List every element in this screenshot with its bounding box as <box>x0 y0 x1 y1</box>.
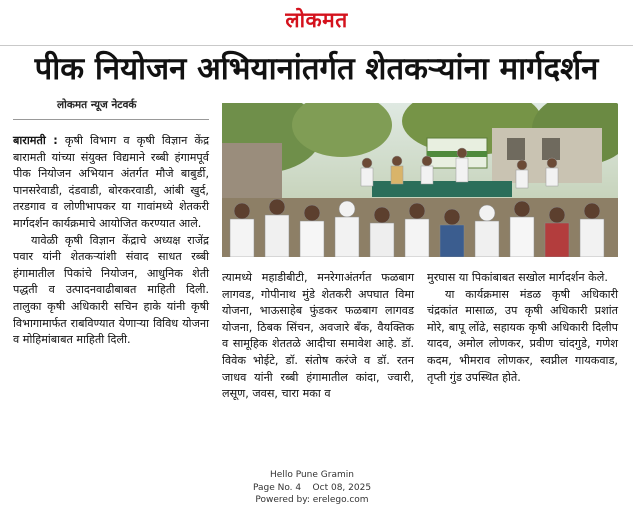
article-dateline: बारामती : <box>13 134 58 147</box>
masthead-divider <box>0 45 633 46</box>
article-column-2 <box>222 270 414 403</box>
article-paragraph-1 <box>13 133 209 233</box>
article-paragraph-1-text: कृषी विभाग व कृषी विज्ञान केंद्र बारामती यांच्या संयुक्त विद्यमाने रब्बी हंगामपूर्व पीक नियोजन अभियान अंतर्गत मौजे बाबुर्डी, पानसरेवाडी, दंडवाडी, बोरकरवाडी, आंबी खुर्द, तरडगाव व लोणीभापकर या गावांमध्ये शेतकरी मार्गदर्शन कार्यक्रमाचे आयोजित करण्यात आले. <box>13 134 210 230</box>
byline-divider <box>13 119 209 120</box>
masthead-logo: लोकमत <box>285 7 348 32</box>
footer-page-info: Page No. 4 Oct 08, 2025 <box>252 482 372 493</box>
article-column-3 <box>427 270 618 386</box>
article-headline: पीक नियोजन अभियानांतर्गत शेतकऱ्यांना मार्गदर्शन <box>34 51 599 87</box>
footer-edition: Hello Pune Gramin <box>270 470 354 480</box>
article-photo <box>222 103 618 257</box>
article-paragraph-5: या कार्यक्रमास मंडळ कृषी अधिकारी चंद्रकांत मासाळ, उप कृषी अधिकारी प्रशांत मोरे, बापू लोंढे, सहायक कृषी अधिकारी दिलीप यादव, अमोल लोणकर, प्रवीण चांदगुडे, गणेश कदम, भीमराव लोणकर, स्वप्नील गायकवाड, तृप्ती गुंड उपस्थित होते. <box>427 287 618 384</box>
article-paragraph-3: त्यामध्ये महाडीबीटी, मनरेगाअंतर्गत फळबाग लागवड, गोपीनाथ मुंडे शेतकरी अपघात विमा योजना, भाऊसाहेब फुंडकर फळबाग लागवड योजना, ठिबक सिंचन, अवजारे बँक, वैयक्तिक व सामूहिक शेततळे आदीचा समावेश आहे. डॉ. विवेक भोईटे, डॉ. संतोष करंजे व डॉ. रतन जाधव यांनी रब्बी हंगामातील कांदा, ज्वारी, लसूण, जवस, चारा मका व <box>222 271 414 401</box>
article-paragraph-2: यावेळी कृषी विज्ञान केंद्राचे अध्यक्ष राजेंद्र पवार यांनी शेतकऱ्यांशी संवाद साधत रब्बी हंगामातील पिकांचे नियोजन, आधुनिक शेती पद्धती व उत्पादनवाढीबाबत माहिती दिली. तालुका कृषी अधिकारी सचिन हाके यांनी कृषी विभागामार्फत राबविण्यात येणाऱ्या विविध योजना व मोहिमांबाबत माहिती दिली. <box>13 233 209 347</box>
article-column-1 <box>13 133 209 349</box>
article-paragraph-4: मुरघास या पिकांबाबत सखोल मार्गदर्शन केले. <box>427 271 608 284</box>
page-footer <box>222 469 402 507</box>
footer-powered-by: Powered by: erelego.com <box>255 495 369 505</box>
article-byline: लोकमत न्यूज नेटवर्क <box>57 99 137 111</box>
